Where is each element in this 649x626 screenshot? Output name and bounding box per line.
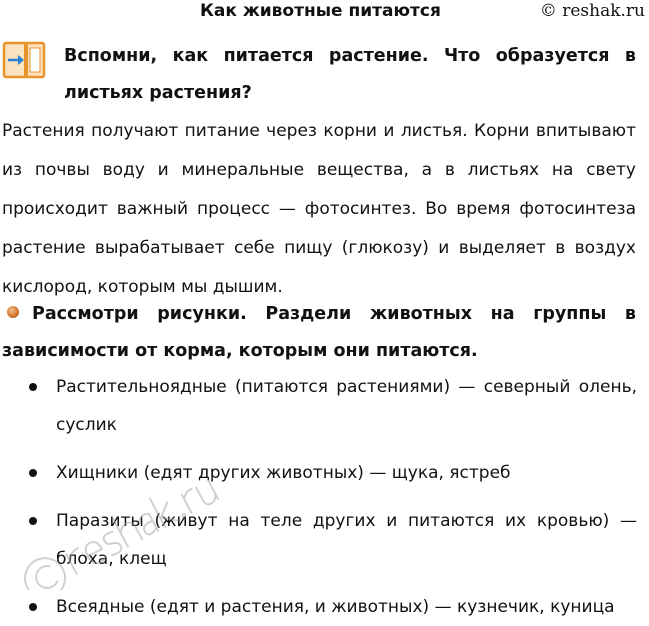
book-arrow-icon (2, 40, 46, 80)
page-title: Как животные питаются (200, 1, 441, 21)
list-item-text: Растительноядные (питаются растениями) — северный олень, суслик (56, 377, 637, 435)
question-2-text: Рассмотри рисунки. Раздели животных на группы в зависимости от корма, которым они питаются. (2, 304, 636, 361)
bullet-icon (29, 603, 37, 611)
site-credit: © reshak.ru (539, 1, 645, 21)
bullet-icon (29, 469, 37, 477)
list-item-herbivores (0, 368, 649, 444)
animal-groups-list (0, 368, 649, 626)
question-1-text: Вспомни, как питается растение. Что образуется в листьях растения? (64, 46, 636, 103)
list-item-text: Паразиты (живут на теле других и питаются их кровью) — блоха, клещ (56, 511, 637, 569)
bullet-icon (29, 383, 37, 391)
page-header (0, 0, 649, 24)
list-item-parasites (0, 502, 649, 578)
answer-1-paragraph: Растения получают питание через корни и листья. Корни впитывают из почвы воду и минеральные вещества, а в листьях на свету происходит важный процесс — фотосинтез. Во время фотосинтеза растение вырабатывает себе пищу (глюкозу) и выделяет в воздух кислород, которым мы дышим. (2, 121, 636, 297)
list-item-omnivores (0, 588, 649, 626)
list-item-predators (0, 454, 649, 492)
list-item-text: Всеядные (едят и растения, и животных) — кузнечик, куница (56, 597, 615, 617)
bullet-icon (29, 517, 37, 525)
list-item-text: Хищники (едят других животных) — щука, ястреб (56, 463, 511, 483)
